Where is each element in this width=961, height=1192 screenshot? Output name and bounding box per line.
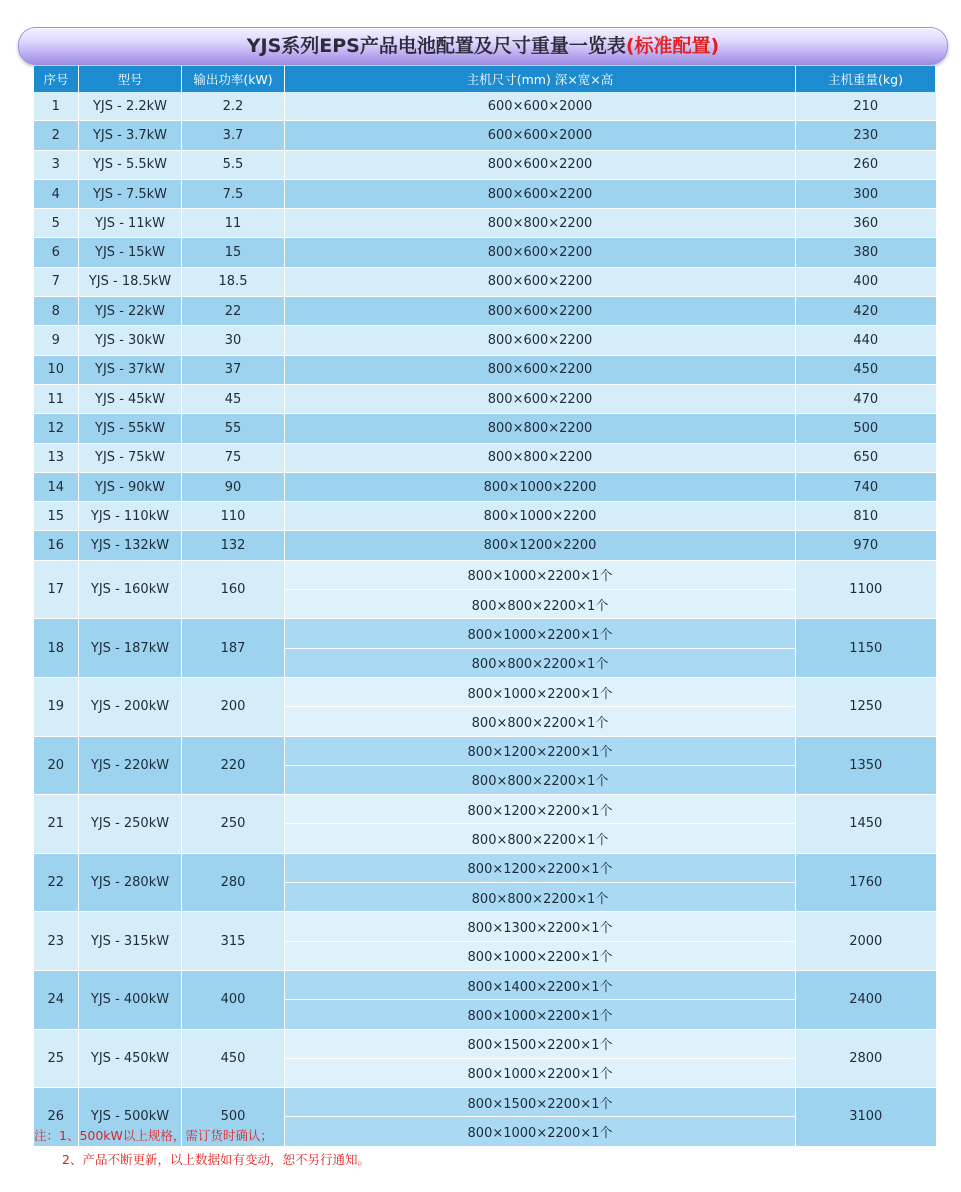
table-row <box>34 443 936 472</box>
cell-weight: 740 <box>796 472 936 501</box>
cell-no: 4 <box>34 179 79 208</box>
spec-table <box>33 66 936 1147</box>
cell-no: 14 <box>34 472 79 501</box>
cell-no: 18 <box>34 619 79 678</box>
cell-power: 30 <box>182 326 285 355</box>
cell-dims: 800×600×2200 <box>285 238 796 267</box>
cell-dims: 800×600×2200 <box>285 355 796 384</box>
cell-power: 3.7 <box>182 121 285 150</box>
cell-weight: 500 <box>796 414 936 443</box>
cell-weight: 300 <box>796 179 936 208</box>
table-row <box>34 472 936 501</box>
cell-weight: 230 <box>796 121 936 150</box>
cell-dims: 800×1000×2200 <box>285 502 796 531</box>
cell-dims: 800×800×2200×1个 <box>285 707 796 736</box>
cell-dims: 800×600×2200 <box>285 179 796 208</box>
cell-power: 280 <box>182 853 285 912</box>
cell-weight: 2800 <box>796 1029 936 1088</box>
title-main: YJS系列EPS产品电池配置及尺寸重量一览表 <box>246 35 626 57</box>
cell-model: YJS - 400kW <box>79 970 182 1029</box>
table-row <box>34 736 936 765</box>
header-no: 序号 <box>34 66 79 92</box>
table-row <box>34 795 936 824</box>
cell-dims: 800×1500×2200×1个 <box>285 1029 796 1058</box>
table-row <box>34 414 936 443</box>
cell-model: YJS - 160kW <box>79 560 182 619</box>
cell-power: 110 <box>182 502 285 531</box>
cell-weight: 470 <box>796 384 936 413</box>
table-body <box>34 92 936 1146</box>
cell-power: 37 <box>182 355 285 384</box>
cell-model: YJS - 30kW <box>79 326 182 355</box>
cell-weight: 360 <box>796 209 936 238</box>
header-model: 型号 <box>79 66 182 92</box>
cell-no: 8 <box>34 297 79 326</box>
cell-dims: 800×1000×2200×1个 <box>285 560 796 589</box>
notes <box>34 1124 914 1172</box>
cell-dims: 800×1000×2200×1个 <box>285 941 796 970</box>
cell-power: 400 <box>182 970 285 1029</box>
cell-model: YJS - 110kW <box>79 502 182 531</box>
cell-no: 19 <box>34 677 79 736</box>
cell-power: 160 <box>182 560 285 619</box>
cell-dims: 800×800×2200×1个 <box>285 883 796 912</box>
cell-power: 250 <box>182 795 285 854</box>
cell-dims: 800×1000×2200 <box>285 472 796 501</box>
cell-no: 5 <box>34 209 79 238</box>
cell-power: 450 <box>182 1029 285 1088</box>
cell-no: 21 <box>34 795 79 854</box>
table-header <box>34 66 936 92</box>
cell-weight: 1150 <box>796 619 936 678</box>
cell-dims: 800×1300×2200×1个 <box>285 912 796 941</box>
cell-dims: 800×600×2200 <box>285 297 796 326</box>
note-2: 2、产品不断更新，以上数据如有变动，恕不另行通知。 <box>62 1152 370 1167</box>
cell-dims: 800×1200×2200 <box>285 531 796 560</box>
cell-no: 9 <box>34 326 79 355</box>
cell-dims: 800×600×2200 <box>285 384 796 413</box>
cell-model: YJS - 450kW <box>79 1029 182 1088</box>
cell-no: 3 <box>34 150 79 179</box>
table-title <box>18 27 948 65</box>
table-row <box>34 150 936 179</box>
table-row <box>34 502 936 531</box>
table-row <box>34 121 936 150</box>
cell-power: 315 <box>182 912 285 971</box>
cell-no: 24 <box>34 970 79 1029</box>
cell-dims: 800×1000×2200×1个 <box>285 1117 796 1146</box>
cell-no: 26 <box>34 1088 79 1147</box>
cell-weight: 1250 <box>796 677 936 736</box>
table-row <box>34 677 936 706</box>
cell-no: 11 <box>34 384 79 413</box>
cell-dims: 800×1400×2200×1个 <box>285 970 796 999</box>
cell-model: YJS - 55kW <box>79 414 182 443</box>
cell-power: 15 <box>182 238 285 267</box>
cell-no: 22 <box>34 853 79 912</box>
table-row <box>34 1088 936 1117</box>
cell-power: 200 <box>182 677 285 736</box>
cell-power: 11 <box>182 209 285 238</box>
cell-dims: 800×1000×2200×1个 <box>285 1058 796 1087</box>
table-row <box>34 179 936 208</box>
header-dims: 主机尺寸(mm) 深×宽×高 <box>285 66 796 92</box>
cell-model: YJS - 200kW <box>79 677 182 736</box>
cell-power: 22 <box>182 297 285 326</box>
cell-model: YJS - 45kW <box>79 384 182 413</box>
cell-no: 7 <box>34 267 79 296</box>
cell-dims: 800×600×2200 <box>285 267 796 296</box>
cell-power: 45 <box>182 384 285 413</box>
table-row <box>34 92 936 121</box>
cell-dims: 800×1000×2200×1个 <box>285 619 796 648</box>
cell-power: 75 <box>182 443 285 472</box>
table-row <box>34 619 936 648</box>
cell-model: YJS - 90kW <box>79 472 182 501</box>
table-row <box>34 970 936 999</box>
cell-dims: 800×800×2200 <box>285 443 796 472</box>
cell-weight: 450 <box>796 355 936 384</box>
cell-dims: 600×600×2000 <box>285 92 796 121</box>
table-row <box>34 531 936 560</box>
cell-model: YJS - 5.5kW <box>79 150 182 179</box>
cell-dims: 800×600×2200 <box>285 326 796 355</box>
table-row <box>34 1029 936 1058</box>
cell-power: 5.5 <box>182 150 285 179</box>
table-row <box>34 326 936 355</box>
cell-no: 25 <box>34 1029 79 1088</box>
cell-power: 7.5 <box>182 179 285 208</box>
cell-weight: 420 <box>796 297 936 326</box>
cell-no: 12 <box>34 414 79 443</box>
table-row <box>34 238 936 267</box>
table-row <box>34 209 936 238</box>
cell-dims: 800×800×2200×1个 <box>285 765 796 794</box>
cell-no: 23 <box>34 912 79 971</box>
cell-weight: 810 <box>796 502 936 531</box>
cell-weight: 1450 <box>796 795 936 854</box>
cell-weight: 400 <box>796 267 936 296</box>
table-row <box>34 853 936 882</box>
cell-power: 220 <box>182 736 285 795</box>
cell-weight: 440 <box>796 326 936 355</box>
cell-no: 6 <box>34 238 79 267</box>
cell-model: YJS - 22kW <box>79 297 182 326</box>
cell-model: YJS - 187kW <box>79 619 182 678</box>
cell-power: 187 <box>182 619 285 678</box>
header-weight: 主机重量(kg) <box>796 66 936 92</box>
cell-model: YJS - 2.2kW <box>79 92 182 121</box>
table-row <box>34 297 936 326</box>
cell-model: YJS - 37kW <box>79 355 182 384</box>
cell-dims: 800×1200×2200×1个 <box>285 853 796 882</box>
cell-model: YJS - 18.5kW <box>79 267 182 296</box>
cell-weight: 210 <box>796 92 936 121</box>
cell-weight: 650 <box>796 443 936 472</box>
cell-weight: 2400 <box>796 970 936 1029</box>
cell-power: 2.2 <box>182 92 285 121</box>
note-1: 注：1、500kW以上规格，需订货时确认； <box>34 1128 273 1143</box>
cell-dims: 800×800×2200×1个 <box>285 590 796 619</box>
cell-dims: 800×1000×2200×1个 <box>285 677 796 706</box>
cell-model: YJS - 250kW <box>79 795 182 854</box>
cell-weight: 970 <box>796 531 936 560</box>
cell-model: YJS - 132kW <box>79 531 182 560</box>
cell-no: 10 <box>34 355 79 384</box>
cell-model: YJS - 280kW <box>79 853 182 912</box>
cell-weight: 380 <box>796 238 936 267</box>
cell-weight: 2000 <box>796 912 936 971</box>
cell-dims: 600×600×2000 <box>285 121 796 150</box>
cell-dims: 800×1000×2200×1个 <box>285 1000 796 1029</box>
cell-no: 13 <box>34 443 79 472</box>
cell-weight: 1760 <box>796 853 936 912</box>
cell-model: YJS - 7.5kW <box>79 179 182 208</box>
cell-no: 17 <box>34 560 79 619</box>
cell-power: 55 <box>182 414 285 443</box>
table-row <box>34 384 936 413</box>
cell-dims: 800×1200×2200×1个 <box>285 736 796 765</box>
title-accent: (标准配置) <box>625 35 720 57</box>
cell-weight: 260 <box>796 150 936 179</box>
cell-model: YJS - 315kW <box>79 912 182 971</box>
cell-dims: 800×800×2200×1个 <box>285 648 796 677</box>
cell-model: YJS - 3.7kW <box>79 121 182 150</box>
cell-dims: 800×800×2200 <box>285 414 796 443</box>
cell-model: YJS - 15kW <box>79 238 182 267</box>
cell-no: 2 <box>34 121 79 150</box>
cell-power: 500 <box>182 1088 285 1147</box>
cell-no: 20 <box>34 736 79 795</box>
table-row <box>34 560 936 589</box>
cell-no: 15 <box>34 502 79 531</box>
table-row <box>34 267 936 296</box>
cell-dims: 800×1500×2200×1个 <box>285 1088 796 1117</box>
table-row <box>34 912 936 941</box>
cell-dims: 800×800×2200×1个 <box>285 824 796 853</box>
cell-weight: 1350 <box>796 736 936 795</box>
cell-power: 90 <box>182 472 285 501</box>
cell-no: 16 <box>34 531 79 560</box>
header-power: 输出功率(kW) <box>182 66 285 92</box>
cell-model: YJS - 75kW <box>79 443 182 472</box>
cell-dims: 800×600×2200 <box>285 150 796 179</box>
cell-no: 1 <box>34 92 79 121</box>
cell-weight: 3100 <box>796 1088 936 1147</box>
cell-model: YJS - 500kW <box>79 1088 182 1147</box>
cell-weight: 1100 <box>796 560 936 619</box>
table-row <box>34 355 936 384</box>
cell-power: 132 <box>182 531 285 560</box>
cell-model: YJS - 11kW <box>79 209 182 238</box>
cell-dims: 800×1200×2200×1个 <box>285 795 796 824</box>
cell-model: YJS - 220kW <box>79 736 182 795</box>
cell-power: 18.5 <box>182 267 285 296</box>
cell-dims: 800×800×2200 <box>285 209 796 238</box>
